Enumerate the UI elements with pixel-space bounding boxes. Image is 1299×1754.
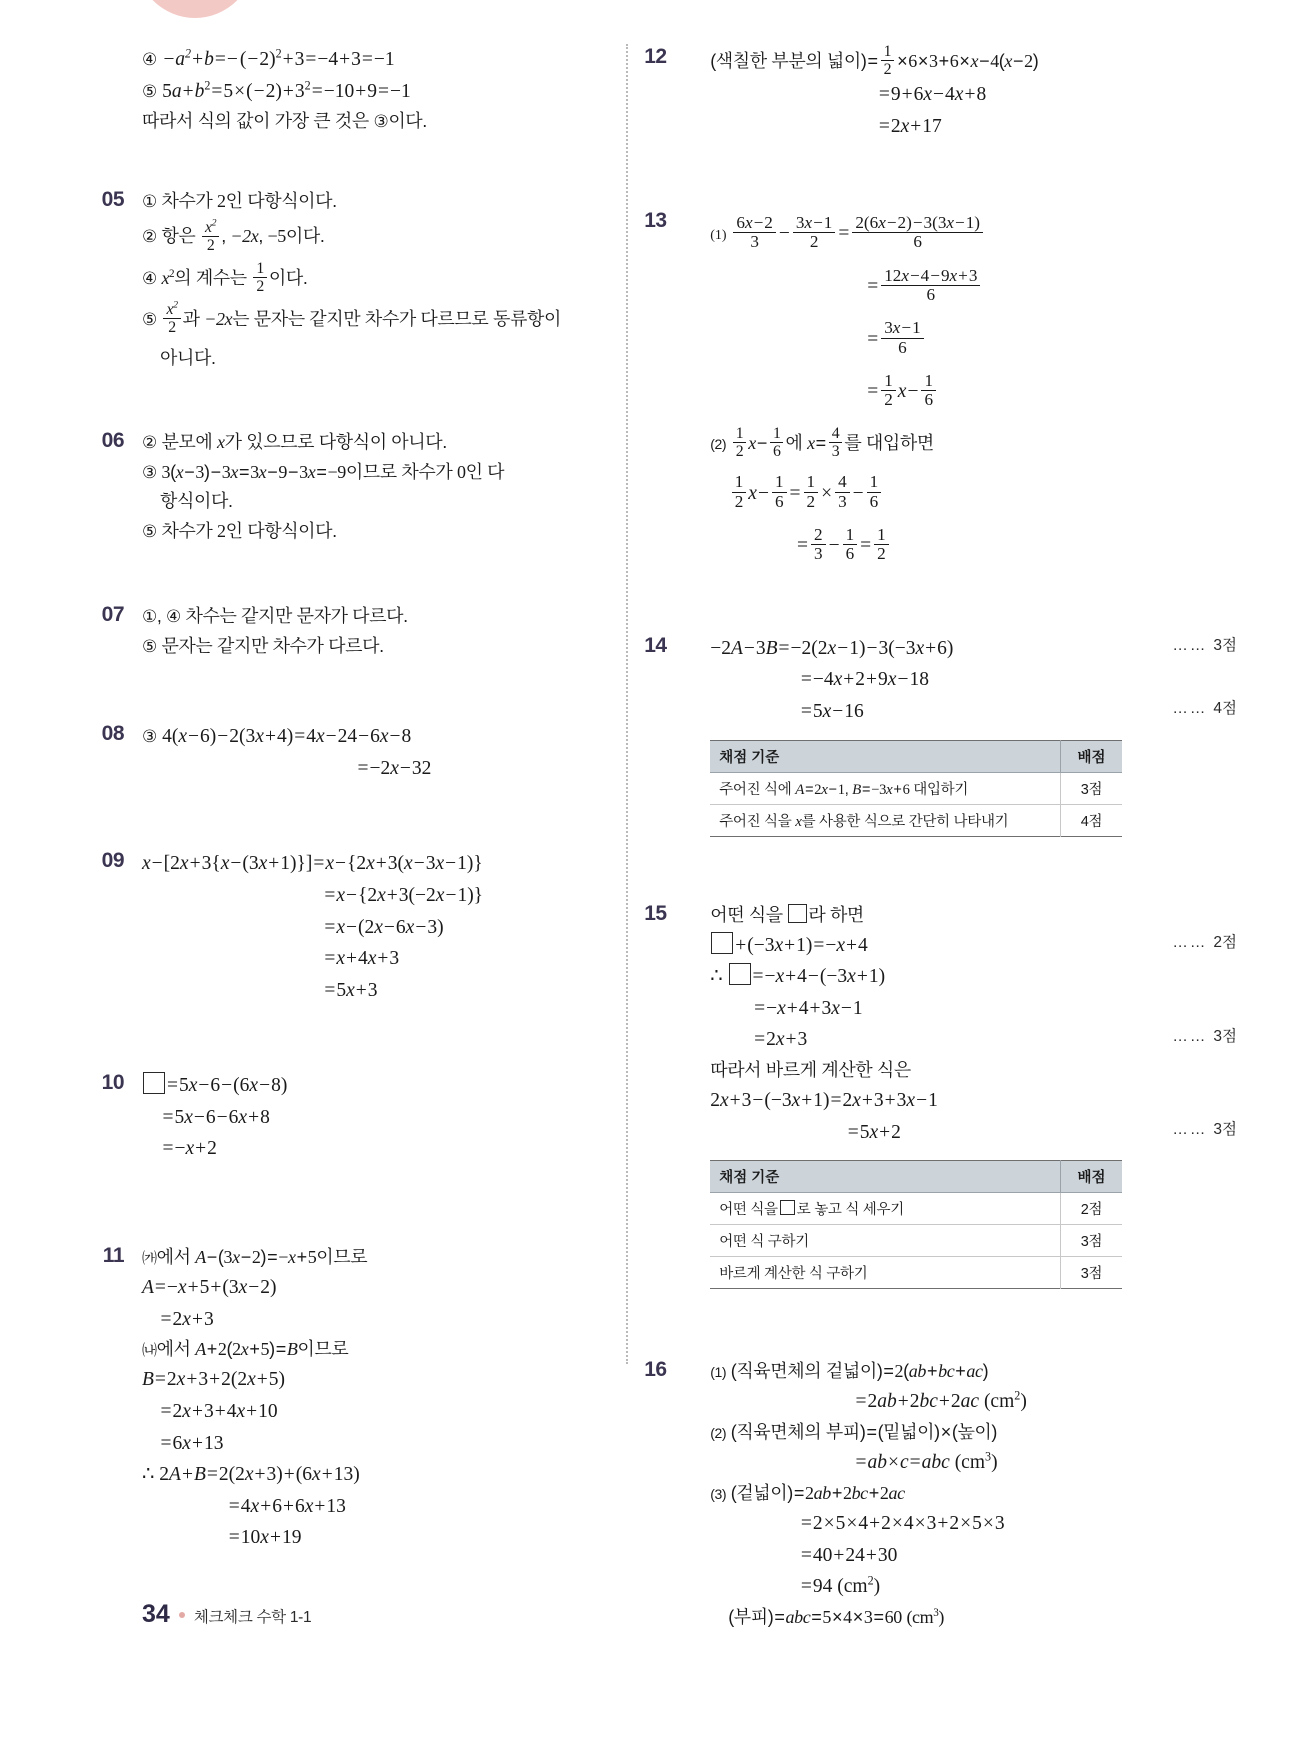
points-annotation: …… 4점 — [1172, 699, 1237, 717]
points-annotation: …… 3점 — [1172, 1120, 1237, 1138]
equation-line: =x−{2x+3(−2x−1)} — [324, 884, 484, 906]
page-number: 34 — [142, 1600, 170, 1628]
solution-body — [142, 44, 602, 137]
bullet-icon — [179, 1612, 185, 1618]
equation-line: ③ 4(x−6)−2(3x+4)=4x−24−6x−8 — [142, 726, 412, 748]
rubric-score-cell: 3점 — [1060, 1225, 1122, 1257]
solution-number: 14 — [644, 633, 667, 657]
solution-07 — [101, 602, 602, 661]
solution-05 — [101, 187, 602, 377]
equation-line: 2x+3−(−3x+1)=2x+3+3x−1 — [710, 1090, 938, 1112]
equation-line: =9+6x−4x+8 — [878, 84, 987, 106]
equation-line: =4x+6+6x+13 — [228, 1495, 346, 1517]
solution-number: 10 — [101, 1071, 124, 1095]
equation-line: =2x+3+4x+10 — [160, 1401, 278, 1423]
solution-14 — [644, 633, 1237, 837]
solution-10 — [101, 1070, 602, 1165]
solution-number: 13 — [644, 209, 667, 233]
solution-number: 12 — [644, 45, 667, 68]
rubric-criteria-cell: 주어진 식에 A=2x−1, B=−3x+6 대입하기 — [710, 772, 1060, 804]
points-annotation: …… 3점 — [1172, 1028, 1237, 1046]
blank-box — [729, 963, 751, 985]
points-annotation: …… 2점 — [1172, 933, 1237, 951]
equation-line: =x+4x+3 — [324, 948, 400, 970]
equation-line: = $\frac{12x-4-9x+3}{6}$ — [710, 261, 1237, 314]
solution-11 — [102, 1243, 602, 1554]
solution-06 — [101, 428, 602, 546]
solution-body — [710, 44, 1237, 142]
solution-15 — [644, 901, 1237, 1290]
blank-box — [143, 1072, 165, 1094]
equation-line: =2ab+2bc+2ac $(cm^2)$ — [855, 1388, 1027, 1413]
text-line: ⑤ 차수가 2인 다항식이다. — [142, 520, 337, 542]
rubric-score-cell: 3점 — [1060, 772, 1122, 804]
equation-line: =x−(2x−6x−3) — [324, 916, 444, 938]
text-line: (3) (겉넓이)=2ab+2bc+2ac — [710, 1482, 905, 1503]
text-line: (2) (직육면체의 부피)=(밑넓이)×(높이) — [710, 1422, 998, 1443]
equation-line: =5x+3 — [324, 979, 378, 1001]
rubric-score-cell: 2점 — [1060, 1193, 1122, 1225]
table-row — [710, 772, 1122, 804]
blank-box — [788, 904, 807, 923]
text-line: 따라서 식의 값이 가장 큰 것은 ③이다. — [142, 111, 427, 133]
solution-body — [142, 848, 602, 1006]
text-line: ① 차수가 2인 다항식이다. — [142, 190, 337, 212]
equation-line: A=−x+5+(3x−2) — [142, 1277, 277, 1299]
text-line: (부피)=abc=5×4×3=60 $(cm^3)$ — [728, 1606, 945, 1627]
equation-line: ④ $-a^2+b=- (-2)^2+3=-4+3=-1$ — [142, 46, 395, 70]
solution-body — [710, 208, 1237, 572]
text-line: 어떤 식을 라 하면 — [710, 904, 864, 925]
equation-line: =5x−6−(6x−8) — [142, 1070, 602, 1102]
rubric-header-row — [710, 1161, 1122, 1193]
solution-number: 09 — [101, 849, 124, 873]
equation-line: =6x+13 — [160, 1432, 224, 1454]
solution-body — [142, 1070, 602, 1165]
text-line: ⑤ $\frac{x^2}{2}$ 과 −2x는 문자는 같지만 차수가 다르므로 동류항이 — [142, 300, 561, 337]
solution-body — [710, 901, 1237, 1149]
solution-number: 07 — [101, 603, 124, 627]
equation-line: =94 $(cm^2)$ — [800, 1573, 881, 1598]
equation-line: ∴ 2A+B=2(2x+3)+(6x+13) — [142, 1464, 360, 1486]
rubric-criteria-cell: 바르게 계산한 식 구하기 — [719, 1266, 868, 1283]
equation-line: B=2x+3+2(2x+5) — [142, 1369, 285, 1391]
rubric-header-row — [710, 740, 1122, 772]
solution-13 — [644, 208, 1237, 572]
equation-line: =2x+3 — [160, 1308, 214, 1330]
solution-body — [142, 721, 602, 784]
right-column — [644, 43, 1237, 1627]
rubric-table-14 — [710, 740, 1122, 837]
equation-line: = $\frac{2}{3}$ − $\frac{1}{6}$ = $\frac{1}{2}$ — [710, 520, 1237, 573]
equation-line: =5x−6−6x+8 — [162, 1106, 270, 1128]
equation-line: $\frac{1}{2}$ x− $\frac{1}{6}$ = $\frac{1}{2}$ × $\frac{4}{3}$ − $\frac{1}{6}$ — [710, 468, 1237, 521]
page-footer — [142, 1600, 311, 1629]
equation-line: =−2x−32 — [357, 757, 432, 779]
equation-line: ∴ =−x+4−(−3x+1) — [710, 961, 1237, 993]
table-row — [710, 1193, 1122, 1225]
solution-number: 05 — [101, 187, 124, 211]
equation-line: =−x+2 — [162, 1138, 217, 1160]
solution-number: 16 — [644, 1358, 667, 1382]
text-line: ⑤ 문자는 같지만 차수가 다르다. — [142, 635, 384, 657]
solution-body — [142, 602, 602, 661]
text-line: ② 항은 $\frac{x^2}{2}$ , −2x, −5이다. — [142, 217, 325, 254]
equation-line: =2×5×4+2×4×3+2×5×3 — [800, 1512, 1005, 1534]
equation-line: = $\frac{3x-1}{6}$ — [710, 314, 1237, 367]
equation-line: =2x+17 — [878, 115, 942, 137]
text-line: 항식이다. — [160, 491, 233, 512]
text-line: (2) $\frac{1}{2}$ x− $\frac{1}{6}$ 에 x= $\frac{4}{3}$ 를 대입하면 — [710, 425, 934, 461]
text-line: 따라서 바르게 계산한 식은 — [710, 1060, 911, 1081]
equation-line: (1) $\frac{6x-2}{3}$ − $\frac{3x-1}{2}$ = $\frac{2(6x-2)-3(3x-1)}{6}$ — [710, 208, 1237, 261]
rubric-criteria-cell: 어떤 식을 로 놓고 식 세우기 — [710, 1193, 1060, 1225]
left-column — [62, 44, 616, 1549]
solution-04-continued — [142, 44, 602, 137]
solution-number: 11 — [102, 1243, 124, 1267]
table-row — [710, 1225, 1122, 1257]
blank-box — [711, 932, 733, 954]
solution-08 — [101, 721, 602, 784]
equation-line: x−[2x+3{x−(3x+1)}]=x−{2x+3(x−3x−1)} — [142, 853, 483, 875]
solution-16 — [644, 1357, 1237, 1632]
solution-body — [710, 1357, 1237, 1632]
text-line: ③ 3(x−3)−3x=3x−9−3x=−9이므로 차수가 0인 다 — [142, 461, 505, 483]
rubric-criteria-header: 채점 기준 — [710, 1161, 1060, 1193]
equation-line: =40+24+30 — [800, 1544, 898, 1566]
equation-line: −2A−3B=−2(2x−1)−3(−3x+6) …… 3점 — [710, 633, 1237, 665]
solution-body — [710, 633, 1237, 728]
solution-number: 06 — [101, 429, 124, 453]
rubric-score-header: 배점 — [1060, 740, 1122, 772]
table-row — [710, 1257, 1122, 1289]
equation-line: =−x+4+3x−1 — [754, 997, 863, 1019]
table-row — [710, 804, 1122, 836]
text-line: ② 분모에 x가 있으므로 다항식이 아니다. — [142, 432, 447, 454]
equation-line: =5x−16 …… 4점 — [710, 696, 1237, 728]
text-line: ①, ④ 차수는 같지만 문자가 다르다. — [142, 606, 408, 628]
equation-line: =ab×c=abc $(cm^3)$ — [855, 1449, 998, 1474]
solution-number: 15 — [644, 901, 667, 925]
solution-body — [142, 187, 602, 377]
equation-line: +(−3x+1)=−x+4 …… 2점 — [710, 930, 1237, 962]
solution-09 — [101, 848, 602, 1006]
column-divider — [626, 44, 628, 1364]
equation-line: =−4x+2+9x−18 — [800, 669, 929, 691]
book-title: 체크체크 수학 1-1 — [193, 1609, 312, 1626]
rubric-criteria-cell: 주어진 식을 x를 사용한 식으로 간단히 나타내기 — [719, 813, 1009, 830]
rubric-table-15 — [710, 1160, 1122, 1289]
blank-box — [780, 1200, 795, 1215]
rubric-score-cell: 4점 — [1060, 804, 1122, 836]
rubric-criteria-cell: 어떤 식 구하기 — [710, 1225, 1060, 1257]
solution-12 — [644, 43, 1237, 142]
solution-body — [142, 428, 602, 546]
text-line: ㈏에서 A+2(2x+5)=B이므로 — [142, 1339, 349, 1360]
equation-line: =2x+3 …… 3점 — [710, 1024, 1237, 1056]
rubric-score-cell: 3점 — [1060, 1257, 1122, 1289]
points-annotation: …… 3점 — [1172, 636, 1237, 654]
equation-line: =10x+19 — [228, 1527, 302, 1549]
rubric-criteria-header: 채점 기준 — [710, 740, 1060, 772]
text-line: (1) (직육면체의 겉넓이)=2(ab+bc+ac) — [710, 1361, 989, 1382]
rubric-score-header: 배점 — [1060, 1161, 1122, 1193]
equation-line: = $\frac{1}{2}$ x− $\frac{1}{6}$ — [710, 366, 1237, 419]
text-line: 아니다. — [160, 348, 216, 369]
solution-body — [142, 1243, 602, 1554]
solution-number: 08 — [101, 722, 124, 746]
text-line: (색칠한 부분의 넓이)= $\frac{1}{2}$ ×6×3+6×x−4(x−2) — [710, 43, 1039, 79]
text-line: ㈎에서 A−(3x−2)=−x+5이므로 — [142, 1246, 368, 1267]
equation-line: ⑤ $5a+b^2=5\times(-2)+3^2=-10+9=-1$ — [142, 78, 411, 102]
text-line: ④ $x^2$의 계수는 $\frac{1}{2}$ 이다. — [142, 259, 308, 296]
equation-line: =5x+2 …… 3점 — [710, 1117, 1237, 1149]
